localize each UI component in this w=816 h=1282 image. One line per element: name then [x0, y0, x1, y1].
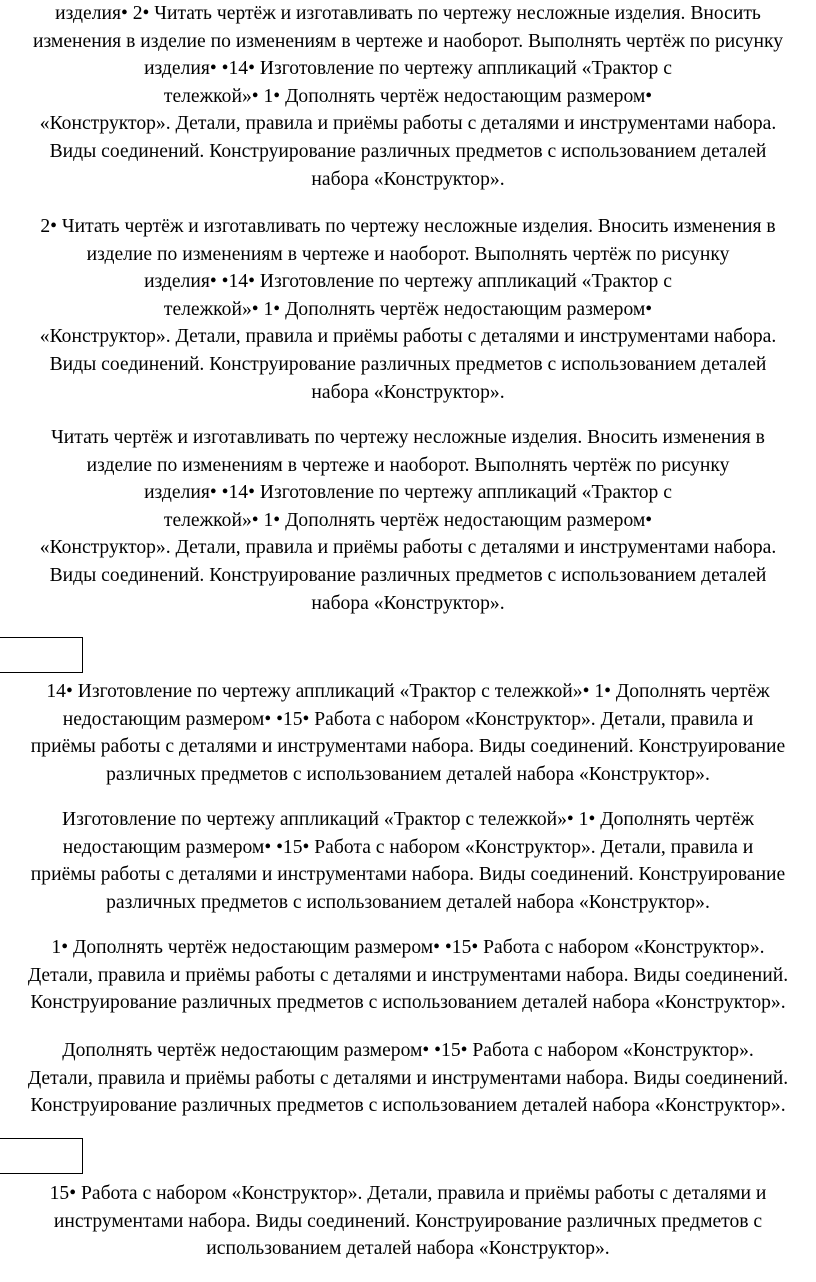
empty-box: [0, 1138, 83, 1174]
text-line: Виды соединений. Конструирование различных предметов с использованием деталей: [49, 140, 767, 162]
text-line: Виды соединений. Конструирование различных предметов с использованием деталей: [49, 353, 767, 375]
text-line: изменения в изделие по изменениям в чертеже и наоборот. Выполнять чертёж по рисунку: [32, 30, 783, 52]
text-line: Конструирование различных предметов с использованием деталей набора «Конструктор».: [30, 992, 786, 1014]
text-block: [0, 934, 816, 1017]
empty-box: [0, 637, 83, 673]
text-line: изделия• •14• Изготовление по чертежу аппликаций «Трактор с: [144, 482, 672, 504]
text-line: тележкой»• 1• Дополнять чертёж недостающим размером•: [163, 509, 653, 531]
text-line: различных предметов с использованием деталей набора «Конструктор».: [106, 891, 710, 913]
text-block: [0, 678, 816, 788]
text-block: [0, 1180, 816, 1263]
text-line: Изготовление по чертежу аппликаций «Трактор с тележкой»• 1• Дополнять чертёж: [62, 809, 754, 830]
text-line: Дополнять чертёж недостающим размером• •15• Работа с набором «Конструктор».: [62, 1040, 754, 1061]
text-line: 15• Работа с набором «Конструктор». Детали, правила и приёмы работы с деталями и: [49, 1183, 767, 1204]
text-block: [0, 806, 816, 916]
text-line: изделие по изменениям в чертеже и наоборот. Выполнять чертёж по рисунку: [86, 454, 730, 476]
text-line: «Конструктор». Детали, правила и приёмы работы с деталями и инструментами набора.: [39, 326, 777, 348]
text-block: [0, 0, 816, 193]
text-line: инструментами набора. Виды соединений. Конструирование различных предметов с: [53, 1210, 763, 1232]
text-line: набора «Конструктор».: [311, 592, 505, 614]
text-line: 14• Изготовление по чертежу аппликаций «Трактор с тележкой»• 1• Дополнять чертёж: [46, 681, 770, 702]
text-line: изделия• 2• Читать чертёж и изготавливать по чертежу несложные изделия. Вносить: [55, 3, 761, 24]
text-line: Детали, правила и приёмы работы с деталями и инструментами набора. Виды соединений.: [27, 1067, 789, 1089]
text-block: [0, 213, 816, 406]
text-line: 2• Читать чертёж и изготавливать по чертежу несложные изделия. Вносить изменения в: [40, 216, 776, 237]
text-line: изделия• •14• Изготовление по чертежу аппликаций «Трактор с: [144, 58, 672, 80]
text-line: 1• Дополнять чертёж недостающим размером• •15• Работа с набором «Конструктор».: [51, 937, 765, 958]
text-line: Виды соединений. Конструирование различных предметов с использованием деталей: [49, 564, 767, 586]
text-line: различных предметов с использованием деталей набора «Конструктор».: [106, 763, 710, 785]
text-line: приёмы работы с деталями и инструментами набора. Виды соединений. Конструирование: [30, 736, 786, 758]
text-line: изделие по изменениям в чертеже и наоборот. Выполнять чертёж по рисунку: [86, 243, 730, 265]
text-line: недостающим размером• •15• Работа с набором «Конструктор». Детали, правила и: [62, 836, 754, 858]
text-line: изделия• •14• Изготовление по чертежу аппликаций «Трактор с: [144, 271, 672, 293]
text-block: [0, 1037, 816, 1120]
text-block: [0, 424, 816, 617]
text-line: использованием деталей набора «Конструктор».: [206, 1238, 610, 1260]
text-line: тележкой»• 1• Дополнять чертёж недостающим размером•: [163, 85, 653, 107]
text-line: недостающим размером• •15• Работа с набором «Конструктор». Детали, правила и: [62, 708, 754, 730]
text-line: Читать чертёж и изготавливать по чертежу несложные изделия. Вносить изменения в: [51, 427, 765, 448]
text-line: тележкой»• 1• Дополнять чертёж недостающим размером•: [163, 298, 653, 320]
text-line: набора «Конструктор».: [311, 168, 505, 190]
text-line: «Конструктор». Детали, правила и приёмы работы с деталями и инструментами набора.: [39, 113, 777, 135]
text-line: приёмы работы с деталями и инструментами набора. Виды соединений. Конструирование: [30, 864, 786, 886]
text-line: Конструирование различных предметов с использованием деталей набора «Конструктор».: [30, 1095, 786, 1117]
text-line: набора «Конструктор».: [311, 381, 505, 403]
text-line: «Конструктор». Детали, правила и приёмы работы с деталями и инструментами набора.: [39, 537, 777, 559]
text-line: Детали, правила и приёмы работы с деталями и инструментами набора. Виды соединений.: [27, 964, 789, 986]
